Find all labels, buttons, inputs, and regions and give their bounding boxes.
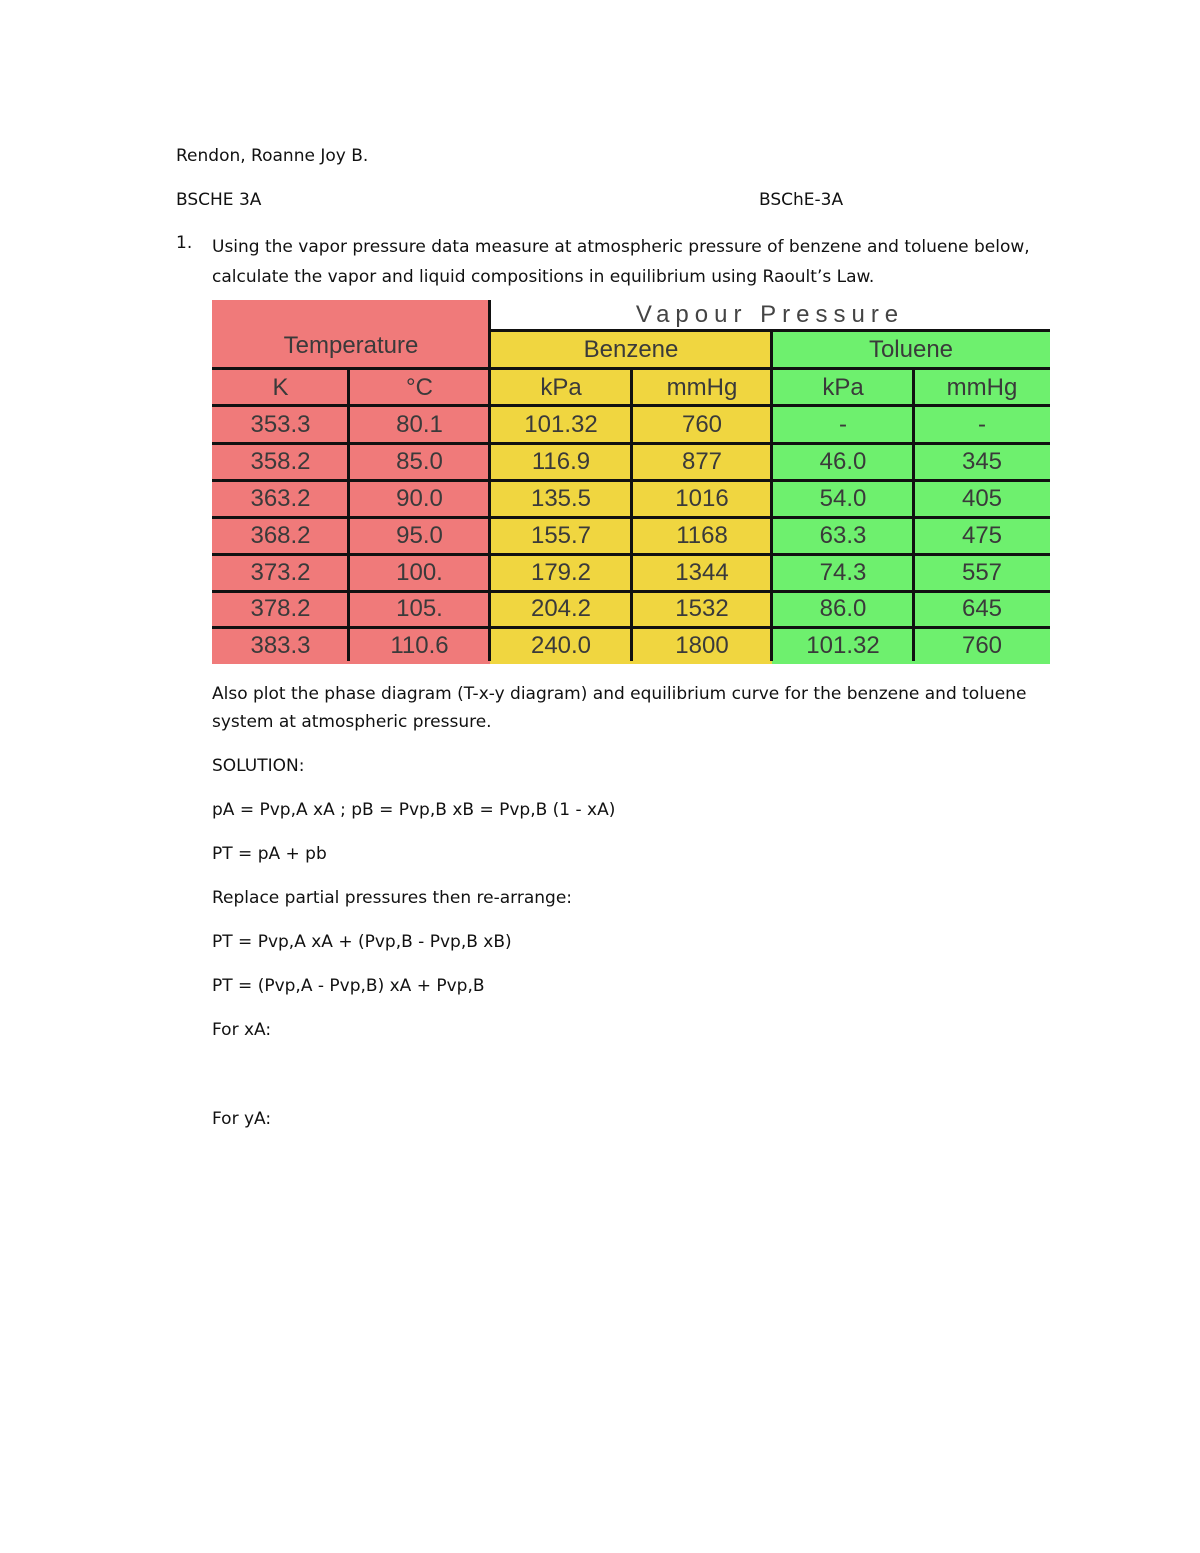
column-header-benzene-mmhg: mmHg	[632, 370, 772, 406]
cell-k: 378.2	[212, 592, 349, 628]
cell-toluene-kpa: 101.32	[772, 628, 914, 664]
cell-toluene-kpa: 63.3	[772, 518, 914, 554]
cell-c: 110.6	[349, 628, 490, 664]
column-header-benzene-kpa: kPa	[490, 370, 632, 406]
section-right: BSChE-3A	[759, 190, 844, 210]
group-header-temperature: Temperature	[212, 300, 490, 368]
column-header-k: K	[212, 370, 349, 406]
cell-benzene-kpa: 240.0	[490, 628, 632, 664]
solution-label: SOLUTION:	[212, 756, 305, 776]
grid-line	[347, 368, 350, 661]
table-title: Vapour Pressure	[490, 300, 1050, 330]
column-header-c: °C	[349, 370, 490, 406]
grid-line	[490, 329, 1050, 332]
question-number: 1.	[176, 233, 193, 253]
plot-instruction-line-2: system at atmospheric pressure.	[212, 712, 492, 732]
equation-substituted: PT = Pvp,A xA + (Pvp,B - Pvp,B xB)	[212, 932, 512, 952]
cell-toluene-mmhg: 557	[914, 555, 1050, 591]
cell-benzene-mmhg: 1168	[632, 518, 772, 554]
cell-c: 80.1	[349, 407, 490, 443]
cell-benzene-kpa: 179.2	[490, 555, 632, 591]
equation-rearranged: PT = (Pvp,A - Pvp,B) xA + Pvp,B	[212, 976, 485, 996]
cell-benzene-mmhg: 1532	[632, 592, 772, 628]
grid-line	[212, 367, 1050, 370]
cell-k: 373.2	[212, 555, 349, 591]
cell-toluene-mmhg: 475	[914, 518, 1050, 554]
cell-benzene-kpa: 204.2	[490, 592, 632, 628]
vapour-pressure-table	[212, 300, 1050, 661]
grid-line	[912, 368, 915, 661]
replace-instruction: Replace partial pressures then re-arrange:	[212, 888, 573, 908]
cell-toluene-kpa: 46.0	[772, 444, 914, 480]
cell-c: 95.0	[349, 518, 490, 554]
cell-toluene-kpa: 86.0	[772, 592, 914, 628]
cell-k: 383.3	[212, 628, 349, 664]
grid-line	[212, 404, 1050, 407]
cell-toluene-mmhg: 405	[914, 481, 1050, 517]
column-header-toluene-kpa: kPa	[772, 370, 914, 406]
cell-benzene-mmhg: 1344	[632, 555, 772, 591]
section-left: BSCHE 3A	[176, 190, 262, 210]
grid-line	[212, 590, 1050, 593]
cell-benzene-mmhg: 877	[632, 444, 772, 480]
question-line-1: Using the vapor pressure data measure at atmospheric pressure of benzene and toluene below,	[212, 237, 1030, 257]
cell-benzene-mmhg: 1016	[632, 481, 772, 517]
grid-line	[212, 553, 1050, 556]
cell-benzene-kpa: 101.32	[490, 407, 632, 443]
cell-benzene-mmhg: 1800	[632, 628, 772, 664]
cell-toluene-mmhg: -	[914, 407, 1050, 443]
cell-toluene-mmhg: 760	[914, 628, 1050, 664]
student-name: Rendon, Roanne Joy B.	[176, 146, 369, 166]
cell-benzene-mmhg: 760	[632, 407, 772, 443]
cell-k: 353.3	[212, 407, 349, 443]
cell-k: 368.2	[212, 518, 349, 554]
cell-benzene-kpa: 116.9	[490, 444, 632, 480]
grid-line	[212, 516, 1050, 519]
cell-toluene-kpa: 74.3	[772, 555, 914, 591]
cell-toluene-kpa: -	[772, 407, 914, 443]
question-text	[212, 232, 1072, 292]
cell-toluene-mmhg: 645	[914, 592, 1050, 628]
cell-toluene-kpa: 54.0	[772, 481, 914, 517]
group-header-benzene: Benzene	[490, 332, 772, 368]
grid-line	[212, 626, 1050, 629]
cell-benzene-kpa: 155.7	[490, 518, 632, 554]
cell-c: 85.0	[349, 444, 490, 480]
cell-benzene-kpa: 135.5	[490, 481, 632, 517]
cell-k: 363.2	[212, 481, 349, 517]
equation-raoult: pA = Pvp,A xA ; pB = Pvp,B xB = Pvp,B (1 - xA)	[212, 800, 616, 820]
group-header-toluene: Toluene	[772, 332, 1050, 368]
grid-line	[630, 368, 633, 661]
question-line-2: calculate the vapor and liquid compositions in equilibrium using Raoult’s Law.	[212, 267, 875, 287]
for-ya-label: For yA:	[212, 1109, 272, 1129]
grid-line	[212, 479, 1050, 482]
cell-c: 90.0	[349, 481, 490, 517]
cell-c: 105.	[349, 592, 490, 628]
cell-c: 100.	[349, 555, 490, 591]
plot-instruction-line-1: Also plot the phase diagram (T-x-y diagram) and equilibrium curve for the benzene and toluene	[212, 684, 1027, 704]
column-header-toluene-mmhg: mmHg	[914, 370, 1050, 406]
cell-k: 358.2	[212, 444, 349, 480]
cell-toluene-mmhg: 345	[914, 444, 1050, 480]
grid-line	[770, 330, 773, 661]
for-xa-label: For xA:	[212, 1020, 272, 1040]
equation-total-pressure: PT = pA + pb	[212, 844, 327, 864]
grid-line	[212, 442, 1050, 445]
